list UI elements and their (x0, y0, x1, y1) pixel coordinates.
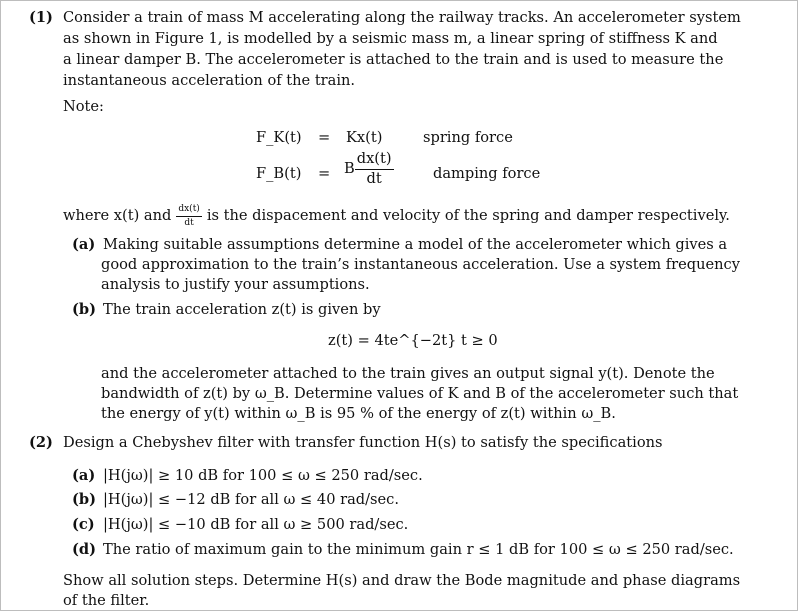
equation-2-numerator: dx(t) (355, 152, 394, 170)
question-1-intro-line-3: a linear damper B. The accelerometer is attached to the train and is used to measure the (63, 51, 724, 68)
part-a-line-3: analysis to justify your assumptions. (101, 276, 370, 293)
spec-d-text: The ratio of maximum gain to the minimum gain r ≤ 1 dB for 100 ≤ ω ≤ 250 rad/sec. (103, 541, 734, 558)
equation-2-denominator: dt (366, 169, 382, 187)
equation-2-fraction (355, 152, 394, 186)
question-1-number: (1) (29, 9, 53, 26)
part-a-line-1: Making suitable assumptions determine a model of the accelerometer which gives a (103, 236, 728, 253)
equation-2-rhs-prefix: B (344, 159, 355, 177)
acceleration-condition: t ≥ 0 (461, 332, 498, 349)
spec-b-text: |H(jω)| ≤ −12 dB for all ω ≤ 40 rad/sec. (103, 491, 399, 508)
question-1-intro-line-1: Consider a train of mass M accelerating along the railway tracks. An accelerometer system (63, 9, 741, 26)
spec-a-text: |H(jω)| ≥ 10 dB for 100 ≤ ω ≤ 250 rad/sec. (103, 467, 423, 484)
question-2-intro: Design a Chebyshev filter with transfer function H(s) to satisfy the specifications (63, 434, 663, 451)
part-b-label: (b) (72, 301, 97, 318)
spec-c-text: |H(jω)| ≤ −10 dB for all ω ≥ 500 rad/sec. (103, 516, 409, 533)
part-a-label: (a) (72, 236, 96, 253)
where-line-start: where x(t) and (63, 207, 172, 225)
equation-2-lhs: F_B(t) (256, 165, 302, 182)
where-line-end: is the dispacement and velocity of the spring and damper respectively. (206, 207, 730, 225)
equation-1-rhs: Kx(t) (346, 129, 383, 146)
equation-2-equals: = (318, 165, 331, 182)
spec-c-label: (c) (72, 516, 95, 533)
spec-b-label: (b) (72, 491, 97, 508)
where-line (63, 205, 730, 228)
part-a-line-2: good approximation to the train’s instantaneous acceleration. Use a system frequency (101, 256, 740, 273)
equation-1-label: spring force (423, 129, 513, 146)
part-b-line-3: bandwidth of z(t) by ω_B. Determine values of K and B of the accelerometer such that (101, 385, 739, 402)
question-1-intro-line-4: instantaneous acceleration of the train. (63, 72, 356, 89)
note-label: Note: (63, 98, 104, 115)
closing-line-2: of the filter. (63, 592, 150, 609)
spec-a-label: (a) (72, 467, 96, 484)
velocity-fraction (176, 205, 201, 228)
part-b-line-4: the energy of y(t) within ω_B is 95 % of the energy of z(t) within ω_B. (101, 405, 616, 422)
equation-1-equals: = (318, 129, 331, 146)
velocity-denominator: dt (184, 218, 194, 228)
question-1-intro-line-2: as shown in Figure 1, is modelled by a seismic mass m, a linear spring of stiffness K and (63, 30, 718, 47)
closing-line-1: Show all solution steps. Determine H(s) and draw the Bode magnitude and phase diagrams (63, 572, 741, 589)
equation-2-rhs (344, 152, 394, 186)
velocity-numerator: dx(t) (176, 205, 201, 217)
part-b-line-2: and the accelerometer attached to the train gives an output signal y(t). Denote the (101, 365, 715, 382)
equation-2-label: damping force (433, 165, 541, 182)
part-b-line-1: The train acceleration z(t) is given by (103, 301, 381, 318)
spec-d-label: (d) (72, 541, 97, 558)
question-2-number: (2) (29, 434, 53, 451)
acceleration-equation: z(t) = 4te^{−2t} (328, 332, 457, 349)
equation-1-lhs: F_K(t) (256, 129, 302, 146)
